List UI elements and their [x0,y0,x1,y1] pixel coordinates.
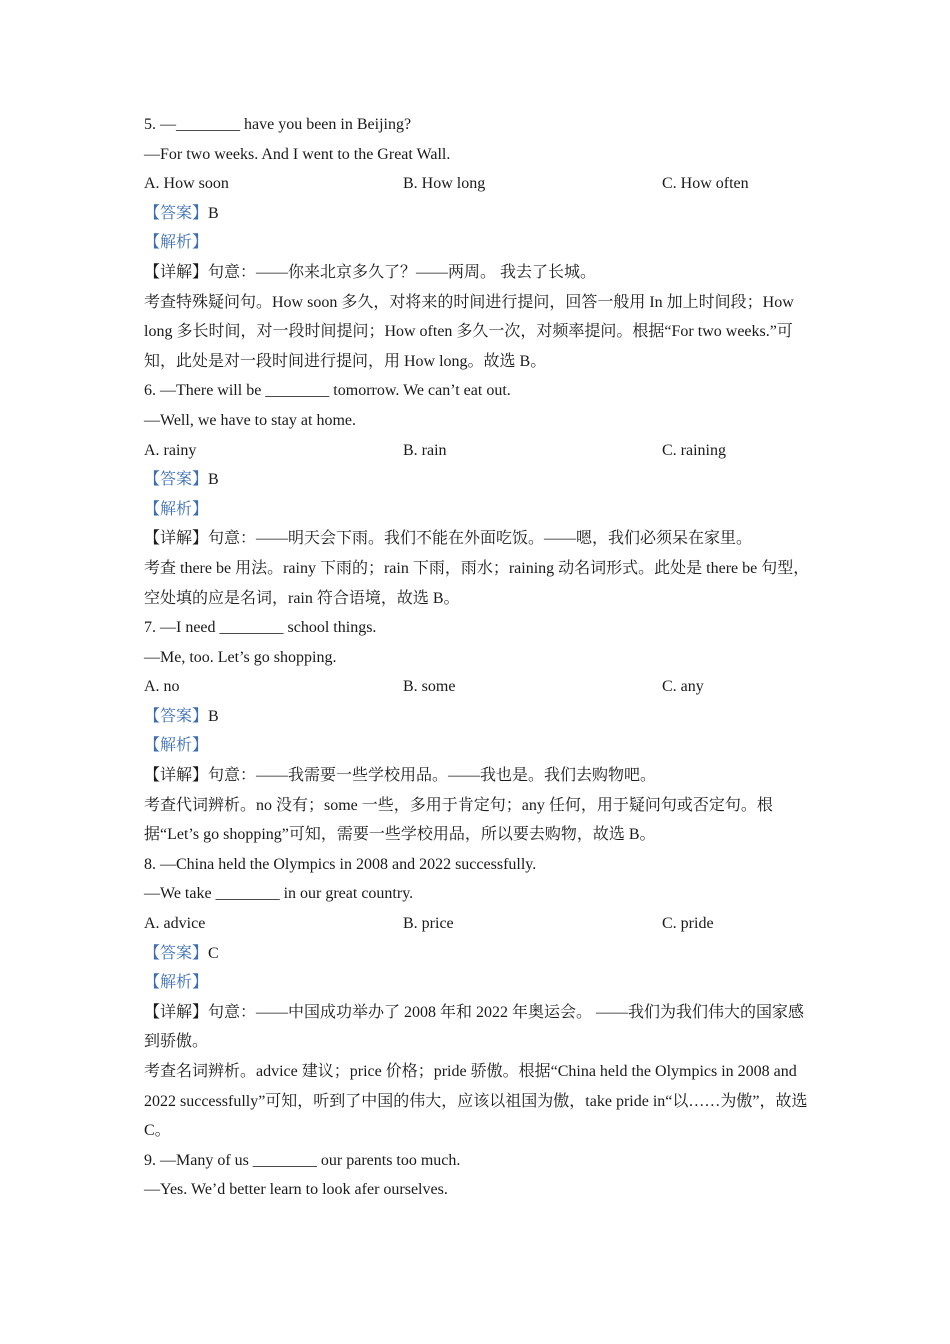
option-a: A. no [144,678,180,696]
analysis-line [144,731,814,761]
answer-line [144,199,814,229]
analysis-line [144,228,814,258]
option-b: B. rain [403,441,447,459]
answer-tag: 【答案】 [144,471,209,489]
detail-line [144,258,814,288]
detail-tag: 【详解】 [144,767,209,785]
question-5 [144,110,814,376]
question-reply: —Yes. We’d better learn to look afer ourselves. [144,1181,448,1199]
explanation-text: 考查特殊疑问句。How soon 多久，对将来的时间进行提问，回答一般用 In 加上时间段；How long 多长时间，对一段时间提问；How often 多久一次，对频率提问。根据“For two weeks.”可知，此处是对一段时间进行提问，用 How long。故选 B。 [144,293,794,370]
answer-tag: 【答案】 [144,707,209,725]
detail-tag: 【详解】 [144,530,209,548]
option-c: C. raining [662,441,726,459]
option-b: B. some [403,678,456,696]
answer-line [144,465,814,495]
detail-line [144,761,814,791]
detail-text: 句意：——你来北京多久了？——两周。 我去了长城。 [208,263,597,281]
document-page [144,110,814,1205]
explanation-text: 考查代词辨析。no 没有；some 一些，多用于肯定句；any 任何，用于疑问句或否定句。根据“Let’s go shopping”可知，需要一些学校用品，所以要去购物，故选 B。 [144,796,773,844]
analysis-tag: 【解析】 [144,974,209,992]
question-stem: 8. —China held the Olympics in 2008 and 2022 successfully. [144,855,537,873]
question-stem: 9. —Many of us ________ our parents too much. [144,1151,461,1169]
question-9 [144,1146,814,1205]
option-c: C. How often [662,175,749,193]
answer-value: B [208,204,219,222]
explanation-text: 考查名词辨析。advice 建议；price 价格；pride 骄傲。根据“China held the Olympics in 2008 and 2022 successfully”可知，听到了中国的伟大，应该以祖国为傲，take pride in“以……为傲”，故选 C。 [144,1063,808,1140]
analysis-line [144,495,814,525]
question-stem: 5. —________ have you been in Beijing? [144,116,412,133]
analysis-tag: 【解析】 [144,500,209,518]
detail-text: 句意：——我需要一些学校用品。——我也是。我们去购物吧。 [208,767,657,785]
detail-tag: 【详解】 [144,263,209,281]
option-c: C. pride [662,915,714,933]
answer-value: B [208,707,219,725]
answer-value: C [208,944,219,962]
answer-line [144,702,814,732]
question-reply: —We take ________ in our great country. [144,885,414,903]
detail-text: 句意：——中国成功举办了 2008 年和 2022 年奥运会。 ——我们为我们伟大的国家感到骄傲。 [144,1003,805,1051]
question-8 [144,850,814,1146]
question-reply: —Well, we have to stay at home. [144,411,356,429]
detail-line [144,998,814,1057]
answer-line [144,939,814,969]
detail-line [144,524,814,554]
question-reply: —For two weeks. And I went to the Great Wall. [144,145,451,163]
answer-options [144,436,814,466]
analysis-tag: 【解析】 [144,234,209,252]
analysis-line [144,968,814,998]
answer-value: B [208,471,219,489]
question-7 [144,613,814,850]
question-6 [144,376,814,613]
option-c: C. any [662,678,704,696]
option-a: A. rainy [144,441,197,459]
detail-text: 句意：——明天会下雨。我们不能在外面吃饭。——嗯，我们必须呆在家里。 [208,530,753,548]
answer-tag: 【答案】 [144,204,209,222]
explanation-text: 考查 there be 用法。rainy 下雨的；rain 下雨，雨水；raining 动名词形式。此处是 there be 句型，空处填的应是名词，rain 符合语境，故选 B。 [144,559,810,607]
analysis-tag: 【解析】 [144,737,209,755]
option-a: A. How soon [144,175,229,193]
answer-tag: 【答案】 [144,944,209,962]
option-b: B. How long [403,175,486,193]
option-b: B. price [403,915,454,933]
detail-tag: 【详解】 [144,1003,209,1021]
question-reply: —Me, too. Let’s go shopping. [144,648,337,666]
question-stem: 7. —I need ________ school things. [144,619,377,637]
answer-options [144,672,814,702]
question-stem: 6. —There will be ________ tomorrow. We can’t eat out. [144,382,511,400]
option-a: A. advice [144,915,206,933]
answer-options [144,169,814,199]
answer-options [144,909,814,939]
